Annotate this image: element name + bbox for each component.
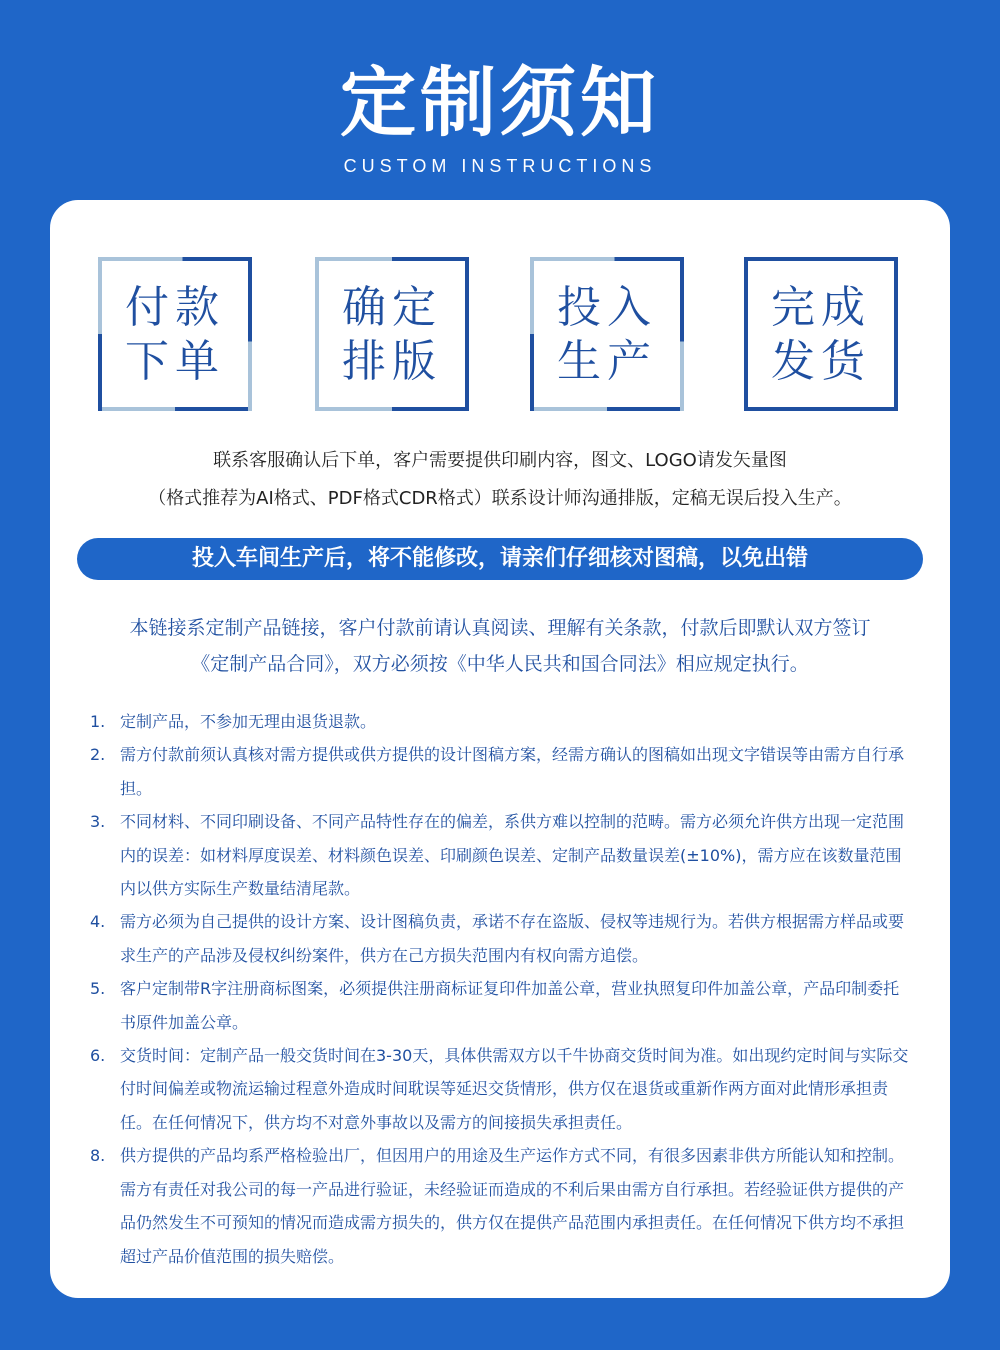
frame-decoration (315, 257, 469, 261)
list-item (90, 705, 910, 738)
item-number: 8. (90, 1146, 106, 1166)
step-label (315, 281, 469, 389)
list-item (90, 972, 910, 1039)
item-number: 6. (90, 1046, 106, 1066)
step-label-line2: 排版 (342, 336, 442, 387)
warning-banner: 投入车间生产后，将不能修改，请亲们仔细核对图稿，以免出错 (77, 538, 923, 580)
item-text: 需方必须为自己提供的设计方案、设计图稿负责，承诺不存在盗版、侵权等违规行为。若供方根据需方样品或要求生产的产品涉及侵权纠纷案件，供方在己方损失范围内有权向需方追偿。 (120, 912, 905, 965)
frame-decoration (744, 257, 898, 261)
terms-list (90, 705, 910, 1273)
page-subtitle: CUSTOM INSTRUCTIONS (343, 156, 657, 176)
item-number: 2. (90, 745, 106, 765)
list-item (90, 805, 910, 905)
list-item (90, 738, 910, 805)
item-number: 1. (90, 712, 106, 731)
intro-line: （格式推荐为AI格式、PDF格式CDR格式）联系设计师沟通排版，定稿无误后投入生产。 (148, 488, 852, 509)
item-number: 4. (90, 912, 106, 932)
list-item (90, 1039, 910, 1139)
instructions-card (50, 200, 950, 1298)
step-label (530, 281, 684, 389)
step-label-line1: 投入 (557, 282, 657, 333)
step-production (530, 257, 684, 411)
item-text: 客户定制带R字注册商标图案，必须提供注册商标证复印件加盖公章，营业执照复印件加盖公章，产品印制委托书原件加盖公章。 (120, 979, 900, 1032)
intro-line: 联系客服确认后下单，客户需要提供印刷内容，图文、LOGO请发矢量图 (213, 450, 787, 471)
step-label-line2: 生产 (557, 336, 657, 387)
item-text: 定制产品，不参加无理由退货退款。 (120, 712, 377, 731)
frame-decoration (530, 257, 684, 261)
contract-notice (50, 610, 950, 682)
step-label-line1: 完成 (771, 282, 871, 333)
contract-line: 本链接系定制产品链接，客户付款前请认真阅读、理解有关条款，付款后即默认双方签订 (129, 617, 871, 639)
contract-line: 《定制产品合同》，双方必须按《中华人民共和国合同法》相应规定执行。 (191, 653, 809, 675)
intro-text (50, 442, 950, 518)
item-text: 交货时间：定制产品一般交货时间在3-30天，具体供需双方以千牛协商交货时间为准。如出现约定时间与实际交付时间偏差或物流运输过程意外造成时间耽误等延迟交货情形，供方仅在退货或重新作两方面对此情形承担责任。在任何情况下，供方均不对意外事故以及需方的间接损失承担责任。 (120, 1046, 909, 1132)
step-label-line1: 确定 (342, 282, 442, 333)
list-item (90, 905, 910, 972)
item-number: 3. (90, 812, 106, 832)
item-text: 需方付款前须认真核对需方提供或供方提供的设计图稿方案，经需方确认的图稿如出现文字错误等由需方自行承担。 (120, 745, 905, 798)
item-text: 供方提供的产品均系严格检验出厂，但因用户的用途及生产运作方式不同，有很多因素非供方所能认知和控制。需方有责任对我公司的每一产品进行验证，未经验证而造成的不利后果由需方自行承担。若经验证供方提供的产品仍然发生不可预知的情况而造成需方损失的，供方仅在提供产品范围内承担责任。在任何情况下供方均不承担超过产品价值范围的损失赔偿。 (120, 1146, 905, 1266)
step-payment-order (98, 257, 252, 411)
frame-decoration (315, 407, 469, 411)
list-item (90, 1139, 910, 1273)
step-label-line2: 下单 (125, 336, 225, 387)
step-label-line1: 付款 (125, 282, 225, 333)
page-title: 定制须知 (340, 58, 660, 147)
step-confirm-layout (315, 257, 469, 411)
item-number: 5. (90, 979, 106, 999)
step-label (744, 281, 898, 389)
step-label (98, 281, 252, 389)
step-shipping (744, 257, 898, 411)
item-text: 不同材料、不同印刷设备、不同产品特性存在的偏差，系供方难以控制的范畴。需方必须允许供方出现一定范围内的误差：如材料厚度误差、材料颜色误差、印刷颜色误差、定制产品数量误差(±10%)，需方应在该数量范围内以供方实际生产数量结清尾款。 (120, 812, 905, 899)
frame-decoration (530, 407, 684, 411)
frame-decoration (98, 257, 252, 261)
frame-decoration (98, 407, 252, 411)
step-label-line2: 发货 (771, 336, 871, 387)
frame-decoration (744, 407, 898, 411)
